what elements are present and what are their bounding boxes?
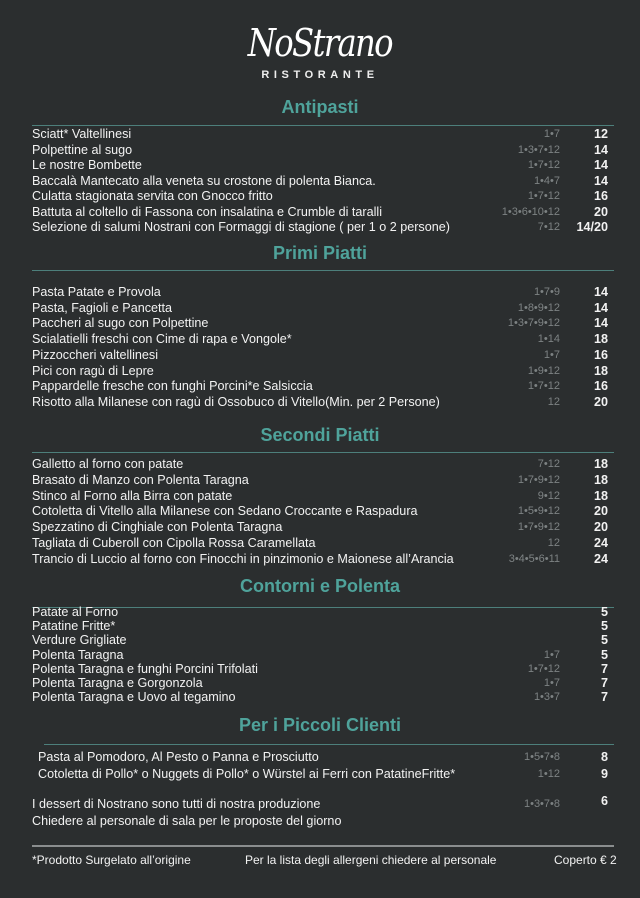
item-name: Polenta Taragna e funghi Porcini Trifolati [32,661,258,676]
item-name: Brasato di Manzo con Polenta Taragna [32,472,249,487]
item-name: Sciatt* Valtellinesi [32,127,132,141]
item-name: Patate al Forno [32,605,119,619]
section-title: Secondi Piatti [260,425,380,445]
menu-item [32,503,608,519]
item-price: 5 [600,647,608,662]
item-price: 5 [600,633,608,648]
item-price: 14 [593,285,608,299]
item-price: 16 [593,379,608,394]
item-price: 7 [600,676,608,690]
menu-item [32,472,608,488]
menu-item [32,689,608,705]
menu-item [32,157,608,173]
item-name: Tagliata di Cuberoll con Cipolla Rossa Caramellata [32,536,316,550]
item-allergens: 1•7•9•12 [517,473,560,486]
item-allergens: 1•3•7•9•12 [507,317,560,330]
item-name: Pizzoccheri valtellinesi [32,347,158,362]
menu-item [32,488,608,504]
item-price: 14/20 [576,220,608,234]
item-name: Risotto alla Milanese con ragù di Ossobuco di Vitello(Min. per 2 Persone) [32,394,440,409]
logo-subtitle: RISTORANTE [261,69,379,81]
item-allergens: 1•8•9•12 [517,301,560,314]
menu-item [32,126,608,142]
item-allergens: 1•7 [543,128,560,140]
item-price: 14 [593,158,608,172]
item-price: 12 [593,127,608,141]
item-allergens: 1•9•12 [527,364,560,377]
item-name: Battuta al coltello di Fassona con insalatina e Crumble di taralli [32,204,383,219]
item-price: 14 [593,300,608,315]
section-title: Antipasti [281,97,359,117]
item-price: 20 [593,504,608,519]
item-name: Cotoletta di Pollo* o Nuggets di Pollo* o Würstel ai Ferri con PatatineFritte* [38,766,456,781]
item-allergens: 1•7•12 [527,662,560,675]
menu-item [32,347,608,363]
menu-item [32,378,608,394]
item-allergens: 1•7•12 [527,380,560,393]
item-name: Stinco al Forno alla Birra con patate [32,488,233,503]
item-allergens: 1•14 [537,333,560,346]
item-allergens: 1•3•7 [533,691,560,704]
item-allergens: 7•12 [537,458,560,470]
item-name: Paccheri al sugo con Polpettine [32,316,209,331]
item-allergens: 1•4•7 [533,174,560,187]
item-name: Polpettine al sugo [32,142,133,157]
item-name: Spezzatino di Cinghiale con Polenta Taragna [32,520,283,535]
item-name: Polenta Taragna e Gorgonzola [32,676,203,690]
item-price: 18 [593,457,608,471]
menu-item [32,142,608,158]
item-name: Verdure Grigliate [32,633,127,648]
item-price: 24 [593,536,608,550]
section-title: Primi Piatti [272,243,368,263]
item-price: 20 [593,394,608,409]
section-divider [32,452,614,453]
item-price: 16 [593,189,608,203]
item-name: Trancio di Luccio al forno con Finocchi in pinzimonio e Maionese all’Arancia [32,551,454,566]
menu-item [32,456,608,472]
menu-item [32,284,608,300]
item-price: 18 [593,472,608,487]
menu-item [32,300,608,316]
menu-item [32,551,608,567]
menu-item [32,219,608,235]
item-allergens: 1•7•12 [527,190,560,202]
item-name: Polenta Taragna [32,647,124,662]
item-allergens: 3•4•5•6•11 [508,552,560,565]
item-price: 20 [593,520,608,535]
item-price: 20 [593,204,608,219]
item-price: 24 [593,551,608,566]
item-price: 7 [600,661,608,676]
item-name: Galletto al forno con patate [32,457,184,471]
frozen-note: *Prodotto Surgelato all’origine [32,853,191,867]
menu-item [38,749,608,765]
item-allergens: 1•7 [543,348,560,361]
cover-charge: Coperto € 2 [554,853,617,867]
item-price: 5 [600,605,608,619]
item-allergens: 1•7 [543,677,560,689]
item-allergens: 1•3•6•10•12 [501,205,560,218]
menu-item [32,363,608,379]
item-name: Pasta Patate e Provola [32,285,161,299]
item-name: Pappardelle fresche con funghi Porcini*e Salsiccia [32,379,313,394]
item-allergens: 9•12 [537,489,560,502]
item-allergens: 1•3•7•12 [517,143,560,156]
dessert-line-1: I dessert di Nostrano sono tutti di nostra produzione [32,797,321,811]
item-price: 14 [593,316,608,331]
item-name: Pasta al Pomodoro, Al Pesto o Panna e Prosciutto [38,750,319,764]
section-title: Per i Piccoli Clienti [238,715,402,735]
item-price: 18 [593,332,608,347]
item-price: 18 [593,363,608,378]
item-allergens: 12 [547,395,560,408]
item-allergens: 1•5•7•8 [523,751,560,763]
menu-item [38,766,608,782]
item-name: Patatine Fritte* [32,619,116,634]
item-price: 5 [600,619,608,634]
item-name: Polenta Taragna e Uovo al tegamino [32,690,236,705]
item-allergens: 1•7 [543,648,560,661]
item-name: Pasta, Fagioli e Pancetta [32,300,173,315]
item-allergens: 1•7•9 [533,286,560,298]
logo-wordmark: NoStrano [247,21,393,65]
item-price: 9 [600,766,608,781]
item-price: 18 [593,488,608,503]
menu-item [32,331,608,347]
item-name: Cotoletta di Vitello alla Milanese con Sedano Croccante e Raspadura [32,504,418,519]
item-name: Scialatielli freschi con Cime di rapa e Vongole* [32,332,292,347]
menu-item [32,188,608,204]
dessert-allergens: 1•3•7•8 [523,798,560,810]
item-allergens: 12 [547,537,560,549]
menu-item [32,173,608,189]
item-allergens: 7•12 [537,221,560,233]
item-price: 8 [600,750,608,764]
menu-item [32,204,608,220]
item-allergens: 1•12 [537,767,560,780]
item-price: 7 [600,690,608,705]
footer-divider [32,845,614,847]
item-name: Culatta stagionata servita con Gnocco fritto [32,189,273,203]
item-name: Selezione di salumi Nostrani con Formaggi di stagione ( per 1 o 2 persone) [32,220,450,234]
section-divider [44,744,614,745]
section-divider [32,270,614,271]
allergen-note: Per la lista degli allergeni chiedere al personale [245,853,497,867]
item-allergens: 1•5•9•12 [517,505,560,518]
item-name: Pici con ragù di Lepre [32,363,154,378]
menu-item [32,315,608,331]
dessert-line-2: Chiedere al personale di sala per le proposte del giorno [32,814,342,828]
menu-item [32,535,608,551]
section-title: Contorni e Polenta [239,576,400,596]
menu-item [32,394,608,410]
item-price: 14 [593,142,608,157]
item-name: Baccalà Mantecato alla veneta su crostone di polenta Bianca. [32,173,376,188]
item-name: Le nostre Bombette [32,158,142,172]
item-price: 14 [593,173,608,188]
item-price: 16 [593,347,608,362]
menu-item [32,519,608,535]
dessert-price: 6 [600,794,608,808]
item-allergens: 1•7•12 [527,159,560,171]
item-allergens: 1•7•9•12 [517,521,560,534]
